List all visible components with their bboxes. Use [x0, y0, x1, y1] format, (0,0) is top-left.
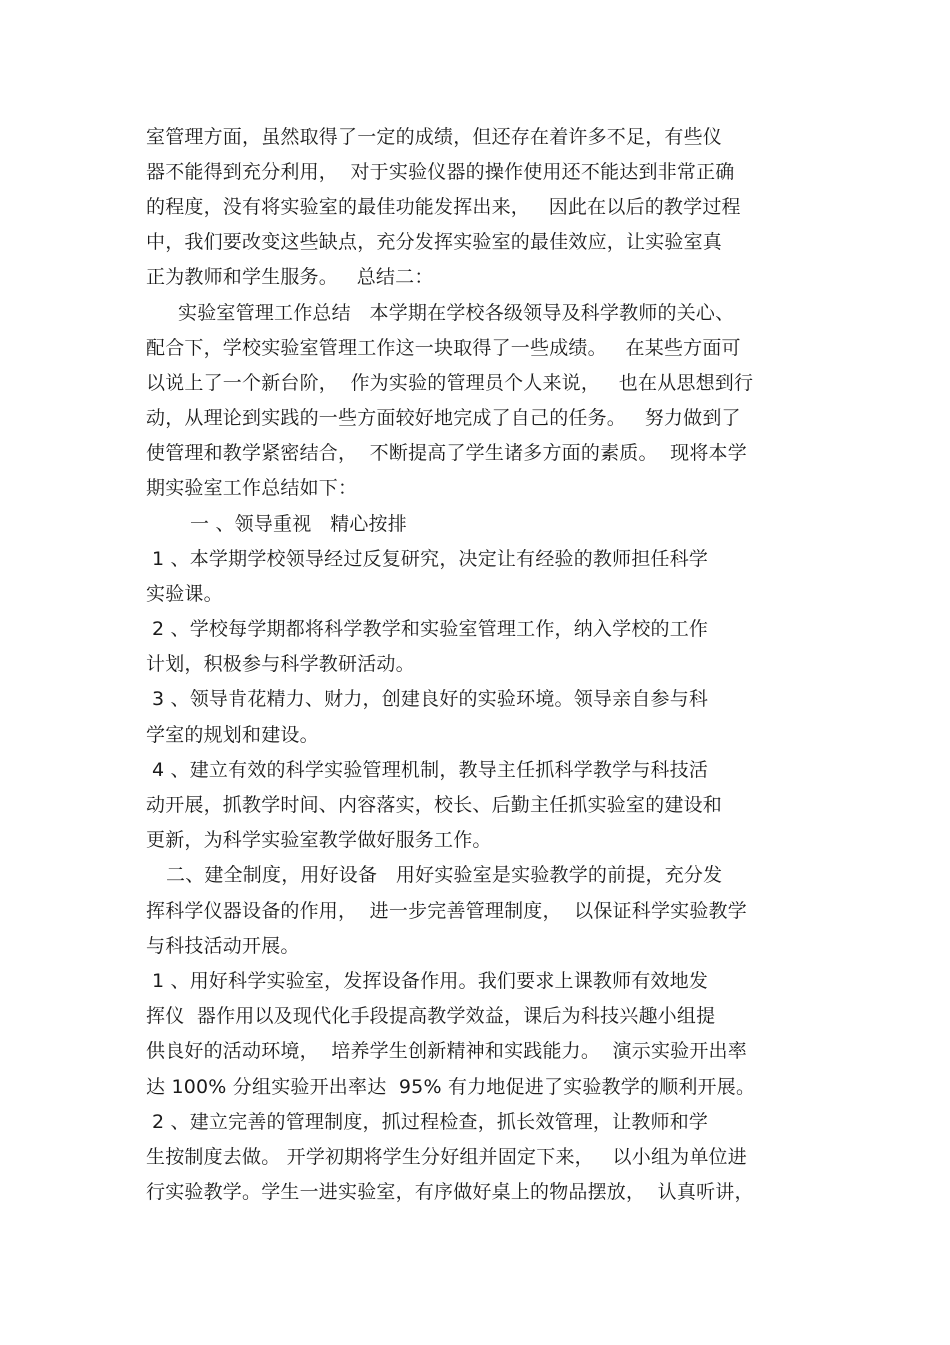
- text-line-8: 以说上了一个新台阶， 作为实验的管理员个人来说， 也在从思想到行: [146, 372, 754, 394]
- text-line-29: 2 、建立完善的管理制度，抓过程检查，抓长效管理，让教师和学: [152, 1111, 709, 1133]
- text-line-24: 与科技活动开展。: [146, 935, 300, 957]
- text-line-15: 2 、学校每学期都将科学教学和实验室管理工作，纳入学校的工作: [152, 618, 709, 640]
- text-line-19: 4 、建立有效的科学实验管理机制，教导主任抓科学教学与科技活: [152, 759, 709, 781]
- text-line-17: 3 、领导肯花精力、财力，创建良好的实验环境。领导亲自参与科: [152, 688, 709, 710]
- text-line-9: 动，从理论到实践的一些方面较好地完成了自己的任务。 努力做到了: [146, 407, 741, 429]
- text-line-3: 的程度，没有将实验室的最佳功能发挥出来， 因此在以后的教学过程: [146, 196, 741, 218]
- text-line-4: 中，我们要改变这些缺点，充分发挥实验室的最佳效应，让实验室真: [146, 231, 723, 253]
- text-line-27: 供良好的活动环境， 培养学生创新精神和实践能力。 演示实验开出率: [146, 1040, 747, 1062]
- text-line-31: 行实验教学。学生一进实验室，有序做好桌上的物品摆放， 认真听讲，: [146, 1181, 754, 1203]
- text-line-13: 1 、本学期学校领导经过反复研究，决定让有经验的教师担任科学: [152, 548, 709, 570]
- text-line-7: 配合下，学校实验室管理工作这一块取得了一些成绩。 在某些方面可: [146, 337, 741, 359]
- text-line-1: 室管理方面，虽然取得了一定的成绩，但还存在着许多不足，有些仪: [146, 126, 723, 148]
- text-line-14: 实验课。: [146, 583, 223, 605]
- text-line-26: 挥仪 器作用以及现代化手段提高教学效益，课后为科技兴趣小组提: [146, 1005, 716, 1027]
- text-line-12: 一 、领导重视 精心按排: [190, 513, 407, 535]
- text-line-5: 正为教师和学生服务。 总结二：: [146, 266, 434, 288]
- text-line-25: 1 、用好科学实验室，发挥设备作用。我们要求上课教师有效地发: [152, 970, 709, 992]
- text-line-21: 更新，为科学实验室教学做好服务工作。: [146, 829, 492, 851]
- text-line-20: 动开展，抓教学时间、内容落实，校长、后勤主任抓实验室的建设和: [146, 794, 723, 816]
- text-line-16: 计划，积极参与科学教研活动。: [146, 653, 415, 675]
- text-line-22: 二、建全制度，用好设备 用好实验室是实验教学的前提，充分发: [166, 864, 723, 886]
- text-line-23: 挥科学仪器设备的作用， 进一步完善管理制度， 以保证科学实验教学: [146, 900, 747, 922]
- text-line-6: 实验室管理工作总结 本学期在学校各级领导及科学教师的关心、: [178, 302, 735, 324]
- text-line-30: 生按制度去做。 开学初期将学生分好组并固定下来， 以小组为单位进: [146, 1146, 747, 1168]
- text-line-10: 使管理和教学紧密结合， 不断提高了学生诸多方面的素质。 现将本学: [146, 442, 747, 464]
- text-line-11: 期实验室工作总结如下：: [146, 477, 358, 499]
- text-line-28: 达 100% 分组实验开出率达 95% 有力地促进了实验教学的顺利开展。: [146, 1076, 756, 1098]
- text-line-2: 器不能得到充分利用， 对于实验仪器的操作使用还不能达到非常正确: [146, 161, 735, 183]
- text-line-18: 学室的规划和建设。: [146, 724, 319, 746]
